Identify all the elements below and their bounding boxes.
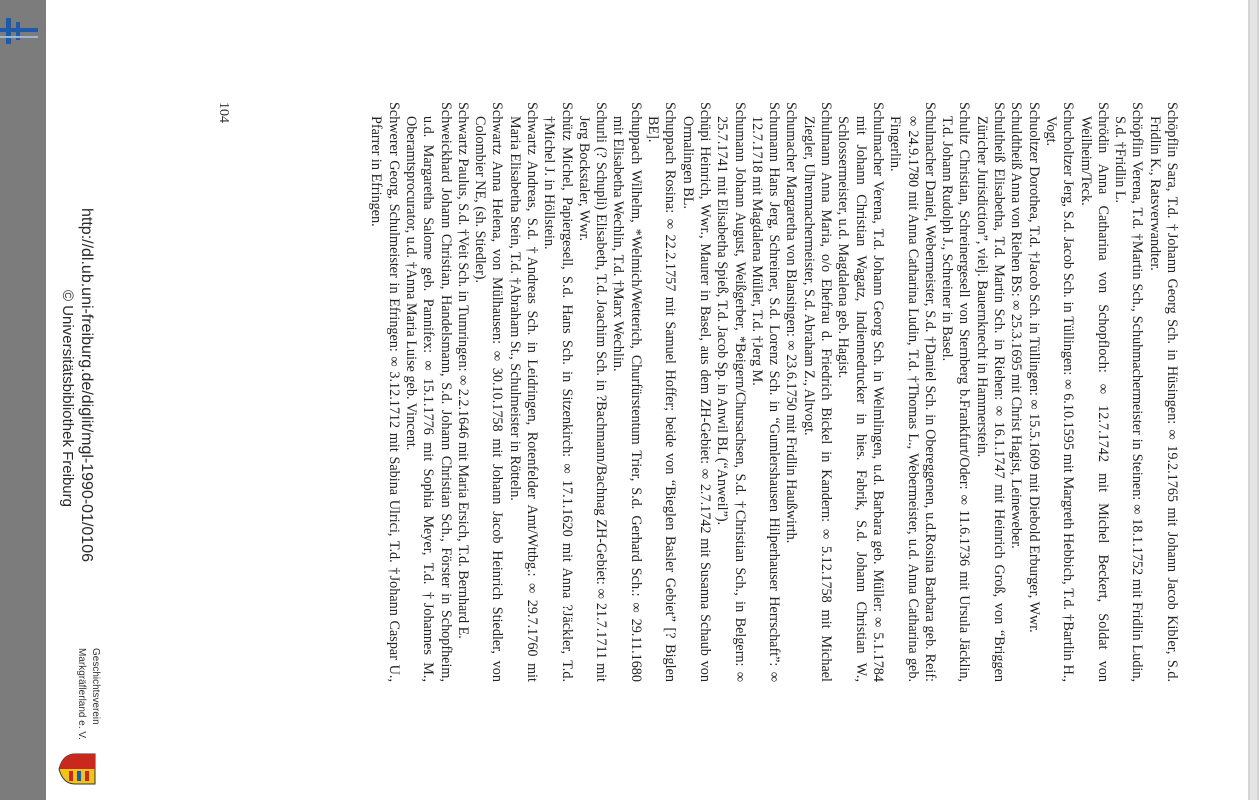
register-entries	[367, 102, 1180, 682]
register-entry: Schucholtzer Jerg, S.d. Jacob Sch. in Tüllingen: ∞ 6.10.1595 mit Margreth Hebbich, T.d. †Bartlin H., Vogt.	[1042, 102, 1077, 682]
register-entry: Schumann Johann August, Weißgerber, *Beigern/Chursachsen, S.d. †Christian Sch., in Belgern: ∞ 25.7.1741 mit Elisabetha Spieß, T.d. Jacob Sp. in Anwil BL (“Anweil”).	[714, 102, 748, 682]
source-url: http://dl.ub.uni-freiburg.de/diglit/mgl-1990-01/0106	[78, 208, 95, 562]
page-number: 104	[216, 102, 231, 123]
register-entry: Schultz Christian, Schreinergesell von Sternberg b.Frankfurt/Oder: ∞ 11.6.1736 mit Ursula Jäcklin, T.d. Johann Rudolph J., Schreiner in Basel.	[939, 102, 973, 682]
register-entry: Schumann Hans Jerg, Schreiner, S.d. Lorenz Sch. in “Gumlershausen Hilperhauser Herrschaft”: ∞ 12.7.1718 mit Magdalena Müller, T.d. †Jerg M.	[748, 102, 783, 682]
register-entry: Schulmacher Verena, T.d. Johann Georg Sch. in Welmlingen, u.d. Barbara geb. Müller: ∞ 5.1.1784 mit Johann Christian Wagatz, Indiennedrucker in hies. Fabrik, S.d. Johann Christian W., Schlossermeister, u.d. Magdalena geb. Hagist.	[835, 102, 886, 682]
left-margin-strip	[0, 0, 46, 800]
register-entry: Schultheiß Elisabetha, T.d. Martin Sch. in Riehen: ∞ 16.1.1747 mit Heinrich Groß, von “Briggen Züricher Jurisdiction”, vielj. Bauernknecht in Hammerstein.	[973, 102, 1008, 682]
register-entry: Schurli (? Schupli) Elisabeth, T.d. Joachim Sch. in ?Bachmann/Bachnag ZH-Gebiet: ∞ 21.7.1711 mit Jerg Bockstaler, Wwr.	[575, 102, 610, 682]
register-entry: Schweickhard Johann Christian, Handelsmann, S.d. Johann Christian Sch., Förster in Schopfheim, u.d. Margaretha Salome geb. Pannifex: ∞ 15.1.1776 mit Sophia Meyer, T.d. †Johannes M., Oberamtsprocurator, u.d. †Anna Maria Luise geb. Vincent.	[402, 102, 454, 682]
register-entry: Schuppach Wilhelm, *Welmich/Wetterich, Churfürstentum Trier, S.d. Gerhard Sch.: ∞ 29.11.1680 mit Elisabetha Wechlin, T.d. †Marx Wechlin.	[610, 102, 644, 682]
register-entry: Schöpflin Verena, T.d. †Martin Sch., Schuhmachermeister in Steinen: ∞ 18.1.1752 mit Fridlin Ludin, S.d. †Fridlin L.	[1112, 102, 1146, 682]
register-entry: Schwartz Anna Helena, von Mülhausen: ∞ 30.10.1758 mit Johann Jacob Heinrich Stiedler, von Colombier NE, (sh. Stiedler).	[472, 102, 506, 682]
register-entry: Schüpi Heinrich, Wwr., Maurer in Basel, aus dem ZH-Gebiet: ∞ 2.7.1742 mit Susanna Schaub von Ormalingen BL.	[679, 102, 713, 682]
register-entry: Schrödin Anna Catharina von Schopfloch: ∞ 12.7.1742 mit Michel Beckert, Soldat von Weilheim/Teck.	[1077, 102, 1111, 682]
register-entry: Schuldtheiß Anna von Riehen BS: ∞ 25.3.1695 mit Christ Hagist, Leineweber.	[1008, 102, 1025, 549]
register-entry: Schwartz Andreas, S.d. †Andreas Sch. in Leidringen, Rotenfelder Amt/Wttbg.: ∞ 29.7.1760 mit Maria Elisabetha Stein, T.d. †Abraham St., Schulmeister in Rötteln.	[506, 102, 541, 682]
register-entry: Schwerer Georg, Schulmeister in Efringen: ∞ 3.12.1712 mit Sabina Ulrici, T.d. †Johann Caspar U., Pfarrer in Efringen.	[368, 102, 402, 682]
register-entry: Schulmann Anna Maria, o/o Ehefrau d. Friedrich Bickel in Kandern: ∞ 5.12.1758 mit Michael Ziegler, Uhrenmachermeister, S.d. Abraham Z., Altvogt.	[800, 102, 835, 682]
rotated-page-content	[45, 0, 1247, 800]
register-entry: Schöpflin Sara, T.d. †Johann Georg Sch. in Hüsingen: ∞ 19.2.1765 mit Johann Jacob Kibler, S.d. Fridlin K., Ratsverwandter.	[1146, 102, 1180, 682]
register-entry: Schwartz Paulus, S.d. †Veit Sch. in Tumringen: ∞ 2.2.1646 mit Maria Ersich, T.d. Bernhard E.	[454, 102, 471, 639]
register-entry: Schulmacher Daniel, Webermeister, S.d. †Daniel Sch. in Obereggenen, u.d.Rosina Barbara geb. Reif: ∞ 24.9.1780 mit Anna Catharina Ludin, T.d. †Thomas L., Webermeister, u.d. Anna Catharina geb. Fingerlin.	[887, 102, 938, 682]
register-entry: Schumacher Margaretha von Blansingen: ∞ 23.6.1750 mit Fridlin Haußwirth.	[783, 102, 800, 544]
scrollbar-thumb[interactable]	[1250, 0, 1257, 800]
register-entry: Schütz Michel, Papiergesell, S.d. Hans Sch. in Sitzenkirch: ∞ 17.1.1620 mit Anna ?Jäckler, T.d. †Michel J. in Höllstein.	[541, 102, 575, 682]
society-name-line2: Markgräflerland e. V.	[76, 648, 87, 740]
register-entry: Schuppach Rosina: ∞ 22.2.1757 mit Samuel Hoffer; beide von “Bieglen Basler Gebiet” [? Biglen BE].	[645, 102, 679, 682]
society-name-line1: Geschichtsverein	[90, 648, 101, 725]
register-entry: Schuoltzer Dorothea, T.d. †Jacob Sch. in Tüllingen: ∞ 15.5.1609 mit Diebold Erburger, Wwr.	[1025, 102, 1042, 633]
university-logo-icon	[0, 14, 38, 50]
society-crest-icon	[57, 752, 97, 786]
copyright-line: © Universitätsbibliothek Freiburg	[59, 290, 76, 507]
